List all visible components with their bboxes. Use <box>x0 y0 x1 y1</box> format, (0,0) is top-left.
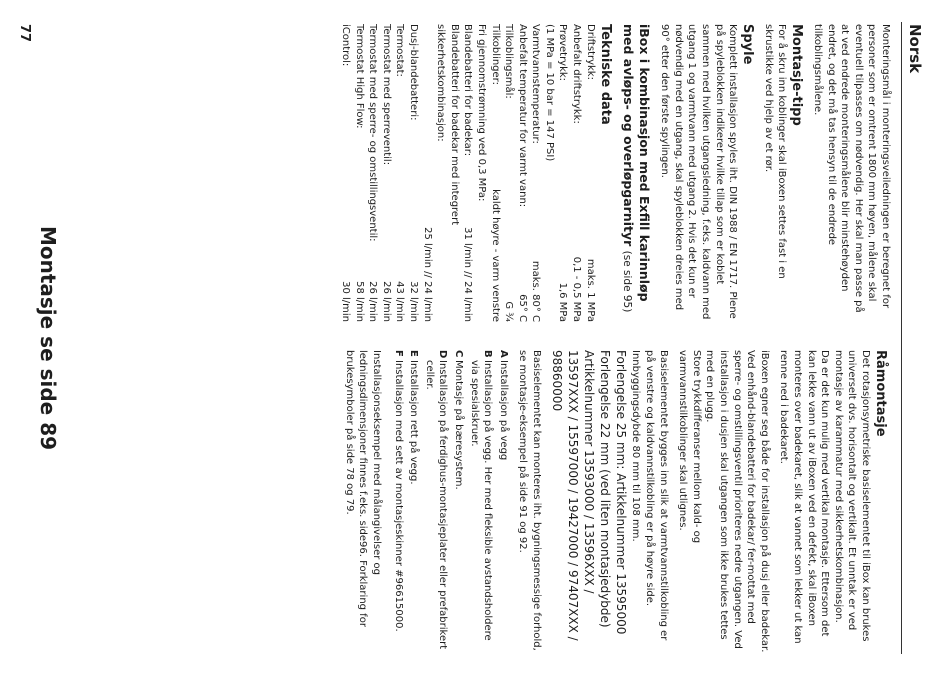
combo-heading-text: iBox i kombinasjon med Exfill karinnløp med avløps- og overløpgarnityr <box>620 24 652 302</box>
tech-row: Blandebatteri for badekar med integrert sikkerhetskombinasjon: <box>435 24 460 226</box>
rough-install-p1: Det rotasjonsymetriske basiselementet til iBox kan brukes universelt dvs. horisontalt og vertikalt. Et unntak er ved montasje av karammatur med sikkerhetskombinasjon. <box>832 350 871 642</box>
rinse-text: Komplett installasjon spyles iht. DIN 1988 / EN 1717. Plene på spyleblokken indikerer hvilke tillap som er koblet sammen med hvilken utgangsledning, f.eks. kaldvann med utgang 1 og varmtvann med utgang 2. Hvis det kun er nødvendig med en utgang, skal spyleblokken dreies med 90° etter den første spylingen. <box>659 24 739 320</box>
rough-install-heading: Råmontasje <box>873 350 888 437</box>
mounting-height-text: Monteringsmål i monteringsveiledningen er beregnet for personer som er omtrent 1800 mm høyen, målene skal eventuell tilpasses om nødvendig. Her skal man passe på at ved endrede monteringsmålene blir minstehøyden endret, og det må tas hensyn til de endrede tilkoblingsmålene. <box>812 24 891 313</box>
install-example-text: Installasjonseksempel med målangivelser og ledningsdimensjoner finnes f.eks. side96. Forklaring for brukesymboler på side 78 og 79. <box>343 350 382 627</box>
tech-data-table <box>338 24 596 322</box>
rough-install-p3: iBoxen egner seg både for installasjon på dusj eller badekar. Ved enhånd-blandebatteri for badekar/ fer-mottat med sperre- og omstillingsventil prioriteres nedre utgangen. Ved installasjon i dusjen skal utgangen som ikke brukes tettes med en plugg. <box>704 350 770 653</box>
combo-heading <box>619 24 652 322</box>
extension-22: Forlengelse 22 mm (ved liten montasjedybde) <box>597 350 612 628</box>
list-item: FInstallasjon med sett av montasjeskinner #96615000. <box>392 350 404 632</box>
rough-install-p5: Basiselementet bygges inn slik at varmtvannstilkobling er på venstre og kaldvannstilkobling er på høyre side. <box>644 350 669 641</box>
header-rule <box>901 22 902 654</box>
left-column <box>338 24 892 322</box>
tech-row: (1 MPa = 10 bar = 147 PSI) <box>543 24 555 162</box>
list-item: BInstallasjon på vegg. Her med fleksible avstandsholdere via spesialskruer. <box>468 350 494 641</box>
tech-row: Tilkoblingsmål: G ¾ <box>503 24 515 322</box>
tech-row: Prøvetrykk: 1,6 MPa <box>557 24 569 322</box>
tech-row: Varmtvannstemperatur: maks. 80° C <box>530 24 542 322</box>
rough-install-p4: Store trykkdifferanser mellom kald- og varmvannstilkoblinger skal utlignes. <box>677 350 702 544</box>
tech-row: Driftstrykk: maks. 1 MPa <box>584 24 596 322</box>
tech-row: Termostat High Flow: 58 l/min <box>353 24 365 322</box>
tip-heading: Montasje-tipp <box>789 24 805 126</box>
tech-row: Termostat med sperreventil: 26 l/min <box>380 24 392 322</box>
right-column <box>342 350 888 655</box>
tech-row: Termostat: 43 l/min <box>394 24 406 322</box>
extension-25: Forlengelse 25 mm: Artikkelnummer 13595000 <box>613 350 628 635</box>
mounting-example-text: Basiselementet kan monteres iht. bygningsmessige forhold, se montasje-eksempel på side 91 og 92. <box>517 350 542 651</box>
tech-row: Termostat med sperre- og omstillingsventil: 26 l/min <box>367 24 379 322</box>
list-item: EInstallasjon rett på vegg. <box>408 350 420 485</box>
language-header: Norsk <box>906 24 924 74</box>
list-item: DInstallasjon på ferdighus-montasjeplater eller prefabrikert celler. <box>423 350 449 650</box>
list-item: CMontasje på bæresystem. <box>452 350 464 490</box>
rough-install-p6: Innbyggingsdybde 80 mm til 108 mm. <box>630 350 642 542</box>
rough-install-p2: Da er det kun mulig med vertikal montasje. Ettersom det kan lekke vann ut av iBoxen ved en defekt, skal iBoxen monteres over badekaret, slik at vannet som lekker ut kan renne ned i badekaret. <box>778 350 831 644</box>
rinse-heading: Spyle <box>740 24 756 65</box>
tech-heading: Tekniske data <box>597 24 613 125</box>
tech-row: Fri gjennomstrømning ved 0,3 MPa: <box>475 24 487 202</box>
tech-row: Anbefalt driftstrykk: 0,1 - 0,5 MPa <box>571 24 583 322</box>
tech-row: Tilkoblinger: kaldt høyre - varm venstre <box>489 24 501 322</box>
tech-row: iControl: 30 l/min <box>340 24 351 322</box>
tech-row: Blandebatteri for badekar: 31 l/min // 24 l/min <box>462 24 474 322</box>
tech-row: Anbefalt temperatur for varmt vann: 65° C <box>516 24 528 322</box>
tech-row: 25 l/min // 24 l/min <box>421 227 433 322</box>
article-numbers: Artikkelnummer 13593000 / 13596XXX / 13597XXX / 15597000 / 19427000 / 97407XXX / 98860000 <box>549 350 596 641</box>
tip-text: For å skru inn koblinger skal iBoxen settes fast i en skrustikke ved hjelp av et rør. <box>762 24 788 279</box>
combo-heading-suffix: (se side 95) <box>620 250 633 313</box>
tech-row: Dusj-blandebatteri: 32 l/min <box>407 24 419 322</box>
install-list <box>391 350 510 655</box>
see-page-footer: Montasje se side 89 <box>36 225 60 451</box>
page-number: 77 <box>17 24 32 43</box>
list-item: AInstallasjon på vegg <box>497 350 509 461</box>
